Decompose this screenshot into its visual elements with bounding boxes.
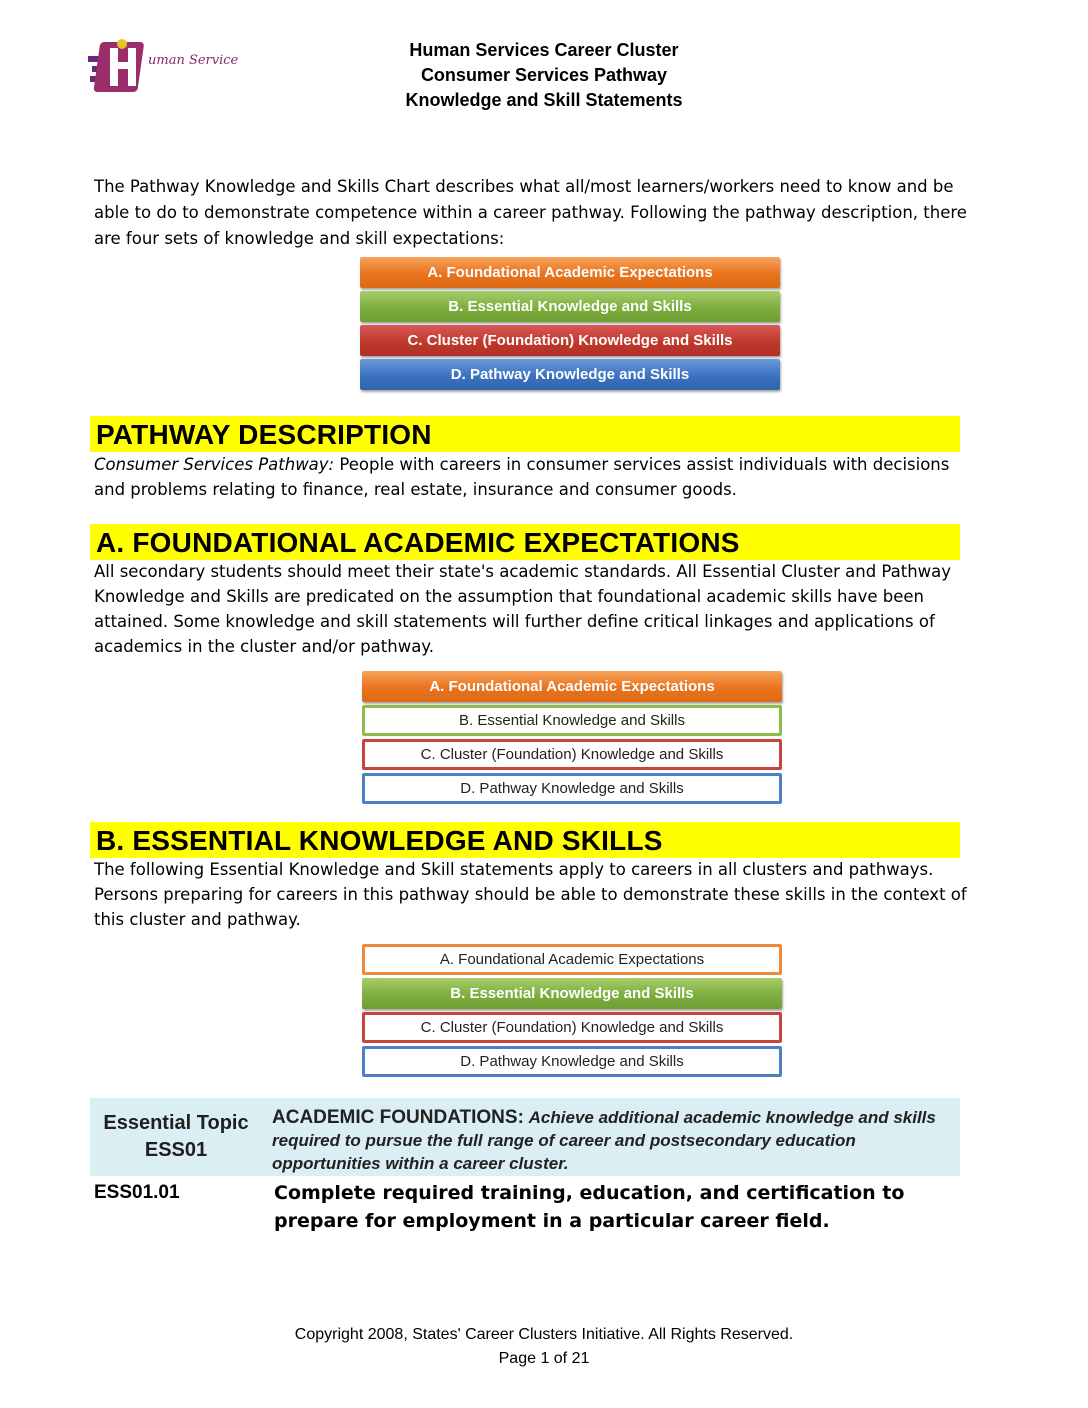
box-a-foundational: A. Foundational Academic Expectations (360, 257, 780, 288)
box-c-cluster: C. Cluster (Foundation) Knowledge and Skills (362, 1012, 782, 1043)
pathway-text: People with careers in consumer services assist individuals with decisions and problems relating to finance, real estate, insurance and consumer goods. (94, 455, 950, 499)
box-a-foundational: A. Foundational Academic Expectations (362, 944, 782, 975)
box-a-foundational: A. Foundational Academic Expectations (362, 671, 782, 702)
box-d-pathway: D. Pathway Knowledge and Skills (362, 1046, 782, 1077)
page-footer (0, 1323, 1088, 1371)
logo-text: uman Services (148, 53, 238, 68)
essential-topic-table (90, 1098, 960, 1235)
box-b-essential: B. Essential Knowledge and Skills (362, 978, 782, 1009)
header-line-1: Human Services Career Cluster (409, 40, 679, 60)
box-d-pathway: D. Pathway Knowledge and Skills (362, 773, 782, 804)
expectations-stack-1 (360, 257, 780, 393)
expectations-stack-2 (362, 671, 782, 807)
footer-page-number: Page 1 of 21 (498, 1350, 590, 1367)
box-b-essential: B. Essential Knowledge and Skills (362, 705, 782, 736)
section-a-heading: A. FOUNDATIONAL ACADEMIC EXPECTATIONS (90, 524, 960, 560)
table-row (90, 1179, 960, 1235)
pathway-description-heading: PATHWAY DESCRIPTION (90, 416, 960, 452)
box-b-essential: B. Essential Knowledge and Skills (360, 291, 780, 322)
box-c-cluster: C. Cluster (Foundation) Knowledge and Skills (362, 739, 782, 770)
box-d-pathway: D. Pathway Knowledge and Skills (360, 359, 780, 390)
topic-description (262, 1098, 960, 1176)
pathway-label: Consumer Services Pathway: (94, 455, 335, 474)
topic-label-line-1: Essential Topic (103, 1112, 249, 1134)
section-b-heading: B. ESSENTIAL KNOWLEDGE AND SKILLS (90, 822, 960, 858)
topic-label (90, 1098, 262, 1176)
pathway-description-text (94, 452, 974, 502)
item-text: Complete required training, education, and certification to prepare for employment in a particular career field. (274, 1182, 905, 1232)
section-b-text: The following Essential Knowledge and Skill statements apply to careers in all clusters and pathways. Persons preparing for careers in this pathway should be able to demonstrate these skills in the context of this cluster and pathway. (94, 860, 967, 929)
topic-desc: Achieve additional academic knowledge and skills required to pursue the full range of career and postsecondary education opportunities within a career cluster. (272, 1108, 936, 1173)
header-line-3: Knowledge and Skill Statements (405, 90, 683, 110)
item-code: ESS01.01 (94, 1182, 180, 1203)
header-line-2: Consumer Services Pathway (420, 65, 668, 85)
footer-copyright: Copyright 2008, States' Career Clusters Initiative. All Rights Reserved. (294, 1326, 794, 1343)
section-a-text: All secondary students should meet their state's academic standards. All Essential Cluster and Pathway Knowledge and Skills are predicated on the assumption that foundational academic skills have been attained. Some knowledge and skill statements will further define critical linkages and applications of academics in the cluster and/or pathway. (94, 562, 952, 656)
topic-lead: ACADEMIC FOUNDATIONS: (272, 1107, 524, 1128)
topic-header-row (90, 1098, 960, 1176)
box-c-cluster: C. Cluster (Foundation) Knowledge and Skills (360, 325, 780, 356)
document-header (0, 38, 1088, 113)
intro-paragraph: The Pathway Knowledge and Skills Chart describes what all/most learners/workers need to know and be able to do to demonstrate competence within a career pathway. Following the pathway description, there are four sets of knowledge and skill expectations: (94, 177, 967, 248)
expectations-stack-3 (362, 944, 782, 1080)
topic-label-line-2: ESS01 (144, 1139, 208, 1161)
